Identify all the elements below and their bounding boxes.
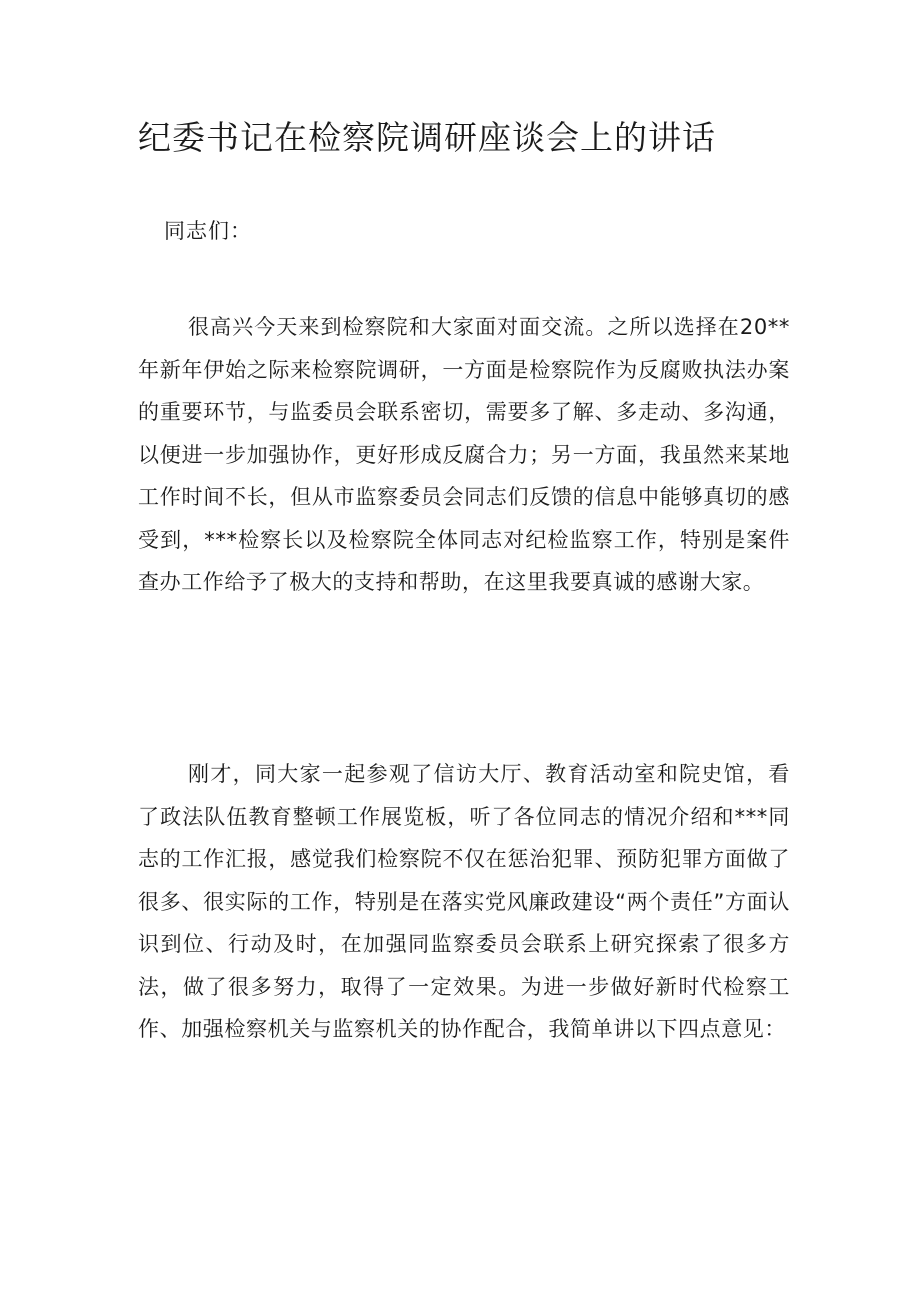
paragraph-2: 刚才，同大家一起参观了信访大厅、教育活动室和院史馆，看了政法队伍教育整顿工作展览板，听了各位同志的情况介绍和***同志的工作汇报，感觉我们检察院不仅在惩治犯罪、预防犯罪方面做了很多、很实际的工作，特别是在落实党风廉政建设“两个责任”方面认识到位、行动及时，在加强同监察委员会联系上研究探索了很多方法，做了很多努力，取得了一定效果。为进一步做好新时代检察工作、加强检察机关与监察机关的协作配合，我简单讲以下四点意见： xyxy=(138,762,790,1041)
salutation: 同志们： xyxy=(164,219,252,243)
document-title: 纪委书记在检察院调研座谈会上的讲话 xyxy=(138,118,716,157)
paragraph-1: 很高兴今天来到检察院和大家面对面交流。之所以选择在20**年新年伊始之际来检察院调研，一方面是检察院作为反腐败执法办案的重要环节，与监委员会联系密切，需要多了解、多走动、多沟通，以便进一步加强协作，更好形成反腐合力；另一方面，我虽然来某地工作时间不长，但从市监察委员会同志们反馈的信息中能够真切的感受到，***检察长以及检察院全体同志对纪检监察工作，特别是案件查办工作给予了极大的支持和帮助，在这里我要真诚的感谢大家。 xyxy=(138,315,790,594)
